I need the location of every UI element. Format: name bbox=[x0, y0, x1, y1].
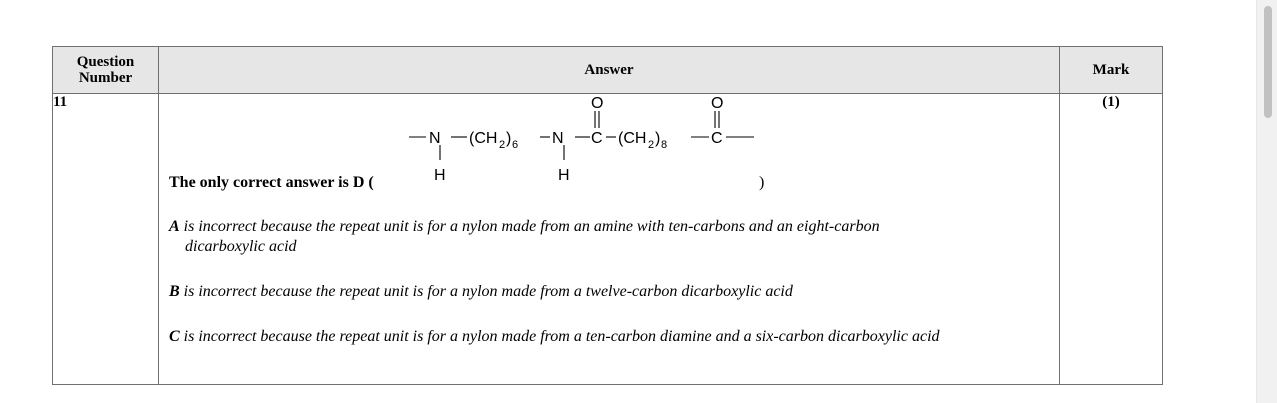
correct-answer-text: The only correct answer is D ( bbox=[169, 174, 374, 191]
table-row bbox=[53, 94, 1163, 385]
atom-n1: N bbox=[429, 130, 441, 147]
option-text: is incorrect because the repeat unit is for a nylon made from an amine with ten-carbons and an eight-carbon bbox=[179, 218, 880, 235]
table-header-row bbox=[53, 47, 1163, 94]
atom-o1: O bbox=[591, 95, 604, 112]
question-number-cell: 11 bbox=[53, 94, 159, 385]
group-ch2-a: (CH bbox=[469, 130, 498, 147]
atom-h1: H bbox=[434, 167, 446, 184]
mark-scheme-table bbox=[52, 46, 1163, 385]
header-question-number: Question Number bbox=[53, 47, 159, 94]
option-text: is incorrect because the repeat unit is for a nylon made from a twelve-carbon dicarboxylic acid bbox=[179, 283, 793, 300]
option-c-explanation bbox=[169, 327, 1049, 347]
answer-cell bbox=[159, 94, 1060, 385]
correct-answer-close: ) bbox=[759, 174, 765, 191]
vertical-scrollbar[interactable] bbox=[1256, 0, 1277, 403]
option-letter: B bbox=[169, 283, 180, 300]
atom-c1: C bbox=[591, 130, 603, 147]
option-letter: C bbox=[169, 328, 180, 345]
atom-c2: C bbox=[711, 130, 723, 147]
atom-h2: H bbox=[558, 167, 570, 184]
sub-2-b: 2 bbox=[648, 139, 655, 151]
close-paren-b: ) bbox=[655, 130, 661, 147]
option-a-explanation bbox=[169, 217, 1049, 257]
option-text-continuation: dicarboxylic acid bbox=[185, 238, 297, 255]
option-b-explanation bbox=[169, 282, 1049, 302]
atom-n2: N bbox=[552, 130, 564, 147]
sub-6: 6 bbox=[512, 139, 519, 151]
header-mark: Mark bbox=[1060, 47, 1163, 94]
option-text: is incorrect because the repeat unit is for a nylon made from a ten-carbon diamine and a six-carbon dicarboxylic acid bbox=[179, 328, 940, 345]
sub-2-a: 2 bbox=[499, 139, 506, 151]
option-letter: A bbox=[169, 218, 180, 235]
close-paren-a: ) bbox=[506, 130, 512, 147]
sub-8: 8 bbox=[661, 139, 668, 151]
scrollbar-thumb[interactable] bbox=[1264, 6, 1272, 118]
group-ch2-b: (CH bbox=[618, 130, 647, 147]
mark-cell: (1) bbox=[1060, 94, 1163, 385]
header-answer: Answer bbox=[159, 47, 1060, 94]
structural-formula-svg bbox=[409, 94, 769, 190]
atom-o2: O bbox=[711, 95, 724, 112]
nylon-repeat-unit-structure bbox=[409, 94, 769, 190]
correct-answer-line bbox=[169, 174, 374, 192]
